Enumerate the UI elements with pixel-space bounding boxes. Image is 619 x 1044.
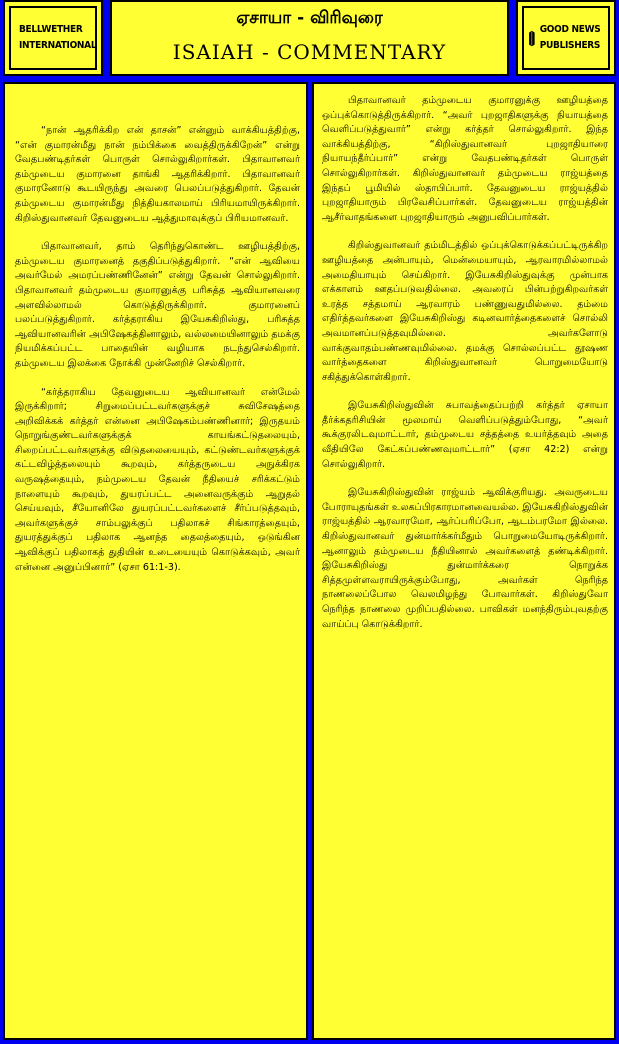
left-paragraph: “நான் ஆதரிக்கிற என் தாசன்” என்னும் வாக்கியத்திற்கு, “என் குமாரன்மீது நான் நம்பிக்கை வைத்திருக்கிறேன்” என்று வேதபண்டிதர்கள் பொருள் சொல்லுகிறார்கள். பிதாவானவர் தம்முடைய குமாரனை தாங்கி ஆதரிக்கிறார். பிதாவானவர் குமாரனோடு கூடயிருந்து அவரை பெலப்படுத்துகிறார். தேவன் தம்முடைய குமாரன்மீது நித்தியகாலமாய் பிரியமாயிருக்கிறார். கிறிஸ்துவானவர் தேவனுடைய ஆத்துமாவுக்குப் பிரியமானவர். — [15, 125, 300, 224]
bellwether-logo — [9, 6, 97, 70]
right-paragraph: பிதாவானவர் தம்முடைய குமாரனுக்கு ஊழியத்தை ஒப்புக்கொடுத்திருக்கிறார். “அவர் புறஜாதிகளுக்கு நியாயத்தை வெளிப்படுத்துவார்” என்று கர்த்தர் சொல்லுகிறார். இந்த வாக்கியத்திற்கு, “கிறிஸ்துவானவர் புறஜாதியாரை நியாயந்தீர்ப்பார்” என்று வேதபண்டிதர்கள் பொருள் சொல்லுகிறார்கள். கிறிஸ்துவானவர் தம்முடைய ராஜ்யத்தை இந்தப் பூமியில் ஸ்தாபிப்பார். தேவனுடைய ராஜ்யத்தில் புறஜாதியாரும் பிரவேசிப்பார்கள். தேவனுடைய ராஜ்யத்தின் ஆசீர்வாதங்களை புறஜாதியாரும் அனுபவிப்பார்கள். — [322, 95, 608, 223]
right-paragraph: இயேசுகிறிஸ்துவின் சுபாவத்தைப்பற்றி கர்த்தர் ஏசாயா தீர்க்கதரிசியின் மூலமாய் வெளிப்படுத்தும்போது, “அவர் கூக்குரலிடவுமாட்டார், தம்முடைய சத்தத்தை உயர்த்தவும் அதை வீதியிலே கேட்கப்பண்ணவுமாட்டார்” (ஏசா 42:2) என்று சொல்லுகிறார். — [322, 400, 608, 470]
title-english: ISAIAH - COMMENTARY — [172, 40, 447, 64]
title-tamil: ஏசாயா - விரிவுரை — [236, 8, 383, 28]
good-news-logo — [522, 6, 610, 70]
left-column — [3, 82, 308, 1040]
header-left-logo-panel — [3, 0, 103, 76]
header-title-panel — [110, 0, 509, 76]
left-paragraph: பிதாவானவர், தாம் தெரிந்துகொண்ட ஊழியத்திற்கு, தம்முடைய குமாரனைத் தகுதிப்படுத்துகிறார். “என் ஆவியை அவர்மேல் அமரப்பண்ணினேன்” என்று தேவன் சொல்லுகிறார். பிதாவானவர் தம்முடைய குமாரனுக்கு பரிசுத்த ஆவியானவரை அளவில்லாமல் கொடுத்திருக்கிறார். குமாரனைப் பலப்படுத்துகிறார். கர்த்தராகிய இயேசுகிறிஸ்து, பரிசுத்த ஆவியானவரின் அபிஷேகத்தினாலும், வல்லமையினாலும் தமக்கு நியமிக்கப்பட்ட பாதையின் வழியாக நடந்துசெல்கிறார். தம்முடைய இலக்கை நோக்கி முன்னேறிச் செல்கிறார். — [15, 241, 300, 369]
right-logo-text: GOOD NEWS PUBLISHERS — [539, 24, 601, 51]
right-column — [312, 82, 616, 1040]
right-paragraph: கிறிஸ்துவானவர் தம்மிடத்தில் ஒப்புக்கொடுக்கப்பட்டிருக்கிற ஊழியத்தை அன்பாயும், மென்மையாயும், ஆரவாரமில்லாமல் அமைதியாயும் செய்கிறார். இயேசுகிறிஸ்துவுக்கு முன்பாக எக்காளம் ஊதப்படுவதில்லை. அவரைப் பின்பற்றுகிறவர்கள் உரத்த சத்தமாய் ஆரவாரம் பண்ணுவதுமில்லை. தம்மை எதிர்த்தவர்களை இயேசுகிறிஸ்து கடினவார்த்தைகளைச் சொல்லி அவமானப்படுத்தவுமில்லை. அவர்களோடு வாக்குவாதம்பண்ணவுமில்லை. தமக்கு சொல்லப்பட்ட தூஷண வார்த்தைகளை கிறிஸ்துவானவர் பொறுமையோடு சகித்துக்கொள்கிறார். — [322, 240, 608, 383]
book-logo-icon — [528, 22, 536, 54]
header-right-logo-panel — [516, 0, 616, 76]
left-logo-text: BELLWETHER INTERNATIONAL — [19, 24, 97, 51]
left-paragraph: “கர்த்தராகிய தேவனுடைய ஆவியானவர் என்மேல் இருக்கிறார்; சிறுமைப்பட்டவர்களுக்குச் சுவிசேஷத்தை அறிவிக்கக் கர்த்தர் என்னை அபிஷேகம்பண்ணினார்; இருதயம் நொறுங்குண்டவர்களுக்குக் காயங்கட்டுதலையும், சிறைப்பட்டவர்களுக்கு விடுதலையையும், கட்டுண்டவர்களுக்குக் கட்டவிழ்த்தலையும் கூறவும், கர்த்தருடைய அநுக்கிரக வருஷத்தையும், நம்முடைய தேவன் நீதியைச் சரிக்கட்டும் நாளையும் கூறவும், துயரப்பட்ட அனைவருக்கும் ஆறுதல் செய்யவும், சீயோனிலே துயரப்பட்டவர்களைச் சீர்ப்படுத்தவும், அவர்களுக்குச் சாம்பலுக்குப் பதிலாகச் சிங்காரத்தையும், துயரத்துக்குப் பதிலாக ஆனந்த தைலத்தையும், ஒடுங்கின ஆவிக்குப் பதிலாகத் துதியின் உடையையும் கொடுக்கவும், அவர் என்னை அனுப்பினார்” (ஏசா 61:1-3). — [15, 386, 300, 573]
right-paragraph: இயேசுகிறிஸ்துவின் ராஜ்யம் ஆவிக்குரியது. அவருடைய போராயுதங்கள் உலகப்பிரகாரமானவையல்ல. இயேசுகிறிஸ்துவின் ராஜ்யத்தில் ஆரவாரமோ, ஆர்ப்பரிப்போ, ஆடம்பரமோ இல்லை. கிறிஸ்துவானவர் துன்மார்க்கர்மீதும் பொறுமையோடிருக்கிறார். ஆனாலும் தம்முடைய நீதியினால் அவர்களைத் தண்டிக்கிறார். இயேசுகிறிஸ்து துன்மார்க்கரை நொறுக்க சித்தமுள்ளவராயிருக்கும்போது, அவர்கள் நெரிந்த நாணலைப்போல வெலமிழந்து போவார்கள். கிறிஸ்துவோ நெரிந்த நாணலை முறிப்பதில்லை. பாவிகள் மனந்திரும்புவதற்கு வாய்ப்பு கொடுக்கிறார். — [322, 487, 608, 630]
